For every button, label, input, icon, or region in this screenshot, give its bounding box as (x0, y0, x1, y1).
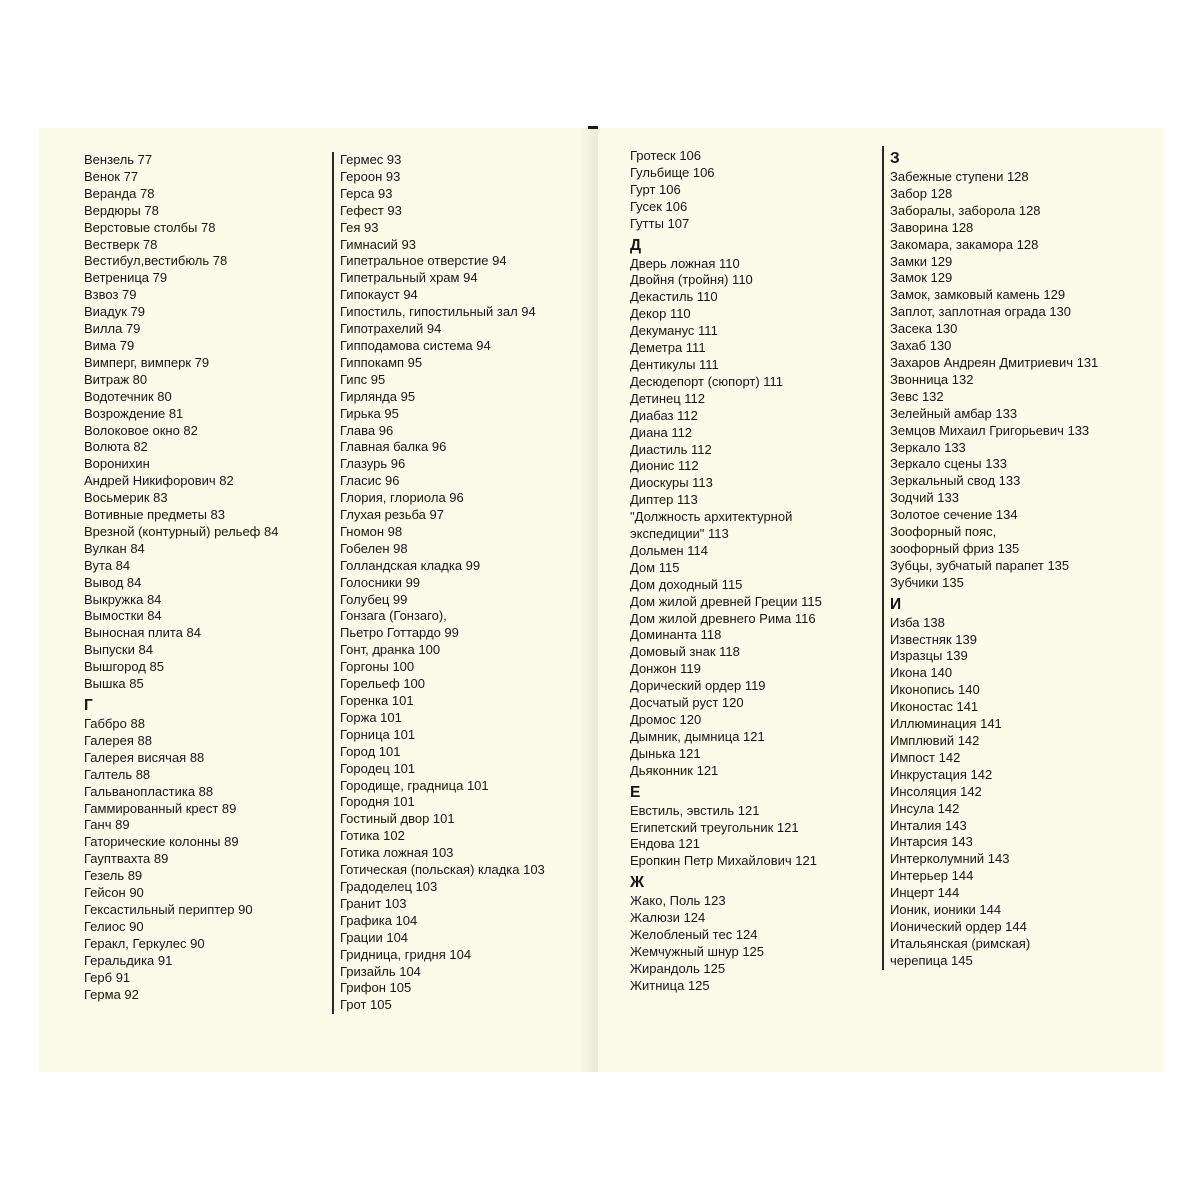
section-letter: Е (630, 783, 641, 801)
index-entry: Дьяконник 121 (630, 762, 719, 778)
index-entry: Диастиль 112 (630, 441, 712, 457)
index-entry: Пьетро Готтардо 99 (340, 625, 459, 641)
index-entry: Вестверк 78 (84, 236, 158, 252)
index-entry: Грот 105 (340, 997, 392, 1013)
index-entry: Звонница 132 (890, 371, 974, 387)
index-entry: Диоскуры 113 (630, 475, 713, 491)
index-entry: Замок, замковый камень 129 (890, 287, 1066, 303)
index-entry: Глава 96 (340, 422, 394, 438)
index-entry: Вышка 85 (84, 676, 144, 692)
index-entry: Жирандоль 125 (630, 960, 726, 976)
section-letter: З (890, 150, 900, 167)
index-entry: Вилла 79 (84, 321, 141, 337)
index-entry: Гефест 93 (340, 202, 402, 218)
index-entry: Выпуски 84 (84, 642, 153, 658)
index-entry: Гутты 107 (630, 215, 690, 231)
index-entry: Изразцы 139 (890, 648, 968, 664)
index-entry: Голубец 99 (340, 591, 408, 607)
index-entry: Гротеск 106 (630, 148, 702, 163)
index-entry: Десюдепорт (сюпорт) 111 (630, 373, 784, 389)
index-entry: Зевс 132 (890, 388, 944, 404)
index-entry: Гризайль 104 (340, 963, 421, 979)
index-entry: Глазурь 96 (340, 456, 406, 472)
index-entry: Известняк 139 (890, 631, 977, 647)
index-entry: Гипетральный храм 94 (340, 270, 478, 286)
index-entry: Закомара, закамора 128 (890, 236, 1039, 252)
index-entry: Главная балка 96 (340, 439, 447, 455)
index-entry: Ионический ордер 144 (890, 918, 1027, 934)
index-entry: Золотое сечение 134 (890, 507, 1018, 523)
index-entry: Вулкан 84 (84, 540, 145, 556)
index-entry: Венок 77 (84, 168, 139, 184)
index-entry: Гульбище 106 (630, 164, 715, 180)
index-entry: Вестибул,вестибюль 78 (84, 253, 228, 269)
right-page (598, 128, 1164, 1072)
index-entry: Интарсия 143 (890, 834, 973, 850)
index-entry: Гипостиль, гипостильный зал 94 (340, 304, 536, 320)
index-entry: Забежные ступени 128 (890, 169, 1029, 184)
index-entry: Горгоны 100 (340, 659, 415, 675)
index-entry: Гипс 95 (340, 371, 386, 387)
index-entry: Геральдика 91 (84, 952, 173, 968)
index-entry: Зеркало сцены 133 (890, 456, 1007, 472)
index-entry: Веранда 78 (84, 185, 155, 201)
index-entry: Дом жилой древнего Рима 116 (630, 610, 816, 626)
left-page (38, 128, 598, 1072)
index-entry: зоофорный фриз 135 (890, 540, 1020, 556)
index-entry: Еропкин Петр Михайлович 121 (630, 853, 817, 869)
section-letter: Г (84, 697, 93, 714)
index-entry: Градоделец 103 (340, 878, 438, 894)
index-entry: Глория, глориола 96 (340, 490, 464, 506)
index-entry: Жемчужный шнур 125 (630, 943, 765, 959)
index-entry: Захаб 130 (890, 338, 952, 354)
index-entry: Взвоз 79 (84, 287, 137, 303)
index-entry: Зубцы, зубчатый парапет 135 (890, 557, 1070, 573)
section-letter: И (890, 595, 902, 613)
index-entry: Гаммированный крест 89 (84, 800, 237, 816)
index-entry: Дымник, дымница 121 (630, 728, 765, 744)
index-entry: Гонзага (Гонзаго), (340, 608, 447, 624)
index-entry: Зоофорный пояс, (890, 524, 997, 540)
index-entry: Гипотрахелий 94 (340, 321, 442, 337)
index-entry: Восьмерик 83 (84, 490, 168, 506)
index-entry: Забор 128 (890, 185, 953, 201)
index-entry: Интерьер 144 (890, 868, 974, 884)
index-entry: Витраж 80 (84, 371, 148, 387)
index-entry: Городец 101 (340, 760, 416, 776)
index-entry: Декуманус 111 (630, 323, 718, 339)
index-entry: Иконостас 141 (890, 699, 979, 715)
index-entry: Гаторические колонны 89 (84, 834, 239, 850)
index-entry: Вимперг, вимперк 79 (84, 354, 210, 370)
index-entry: Готика 102 (340, 828, 405, 844)
index-entry: Диптер 113 (630, 492, 698, 508)
index-entry: Городище, градница 101 (340, 777, 489, 793)
index-entry: Готическая (польская) кладка 103 (340, 862, 545, 878)
index-entry: Детинец 112 (630, 390, 706, 406)
index-entry: Житница 125 (630, 977, 710, 993)
index-entry: Египетский треугольник 121 (630, 819, 799, 835)
index-entry: Дынька 121 (630, 745, 701, 761)
index-entry: Дромос 120 (630, 712, 702, 727)
index-entry: Герма 92 (84, 986, 139, 1002)
index-entry: Декастиль 110 (630, 289, 718, 305)
index-entry: Глухая резьба 97 (340, 507, 444, 523)
index-entry: Домовый знак 118 (630, 644, 740, 660)
index-entry: Гимнасий 93 (340, 236, 417, 252)
index-entry: Ионик, ионики 144 (890, 902, 1002, 918)
index-entry: Икона 140 (890, 665, 953, 681)
index-entry: Декор 110 (630, 306, 691, 322)
index-column-3 (630, 148, 822, 995)
index-entry: Волоковое окно 82 (84, 422, 198, 438)
index-entry: Грации 104 (340, 929, 409, 945)
index-entry: Итальянская (римская) (890, 935, 1031, 951)
index-entry: Верстовые столбы 78 (84, 219, 216, 235)
index-entry: Героон 93 (340, 168, 401, 184)
index-entry: Дверь ложная 110 (630, 255, 740, 271)
index-entry: Гирлянда 95 (340, 388, 416, 404)
index-entry: Жако, Поль 123 (630, 893, 726, 909)
index-entry: черепица 145 (890, 952, 973, 968)
index-entry: Дом жилой древней Греции 115 (630, 593, 822, 609)
index-entry: Волюта 82 (84, 439, 148, 455)
index-entry: Иллюминация 141 (890, 716, 1002, 732)
index-entry: Гермес 93 (340, 152, 402, 167)
index-entry: Гридница, гридня 104 (340, 946, 472, 962)
index-entry: Гея 93 (340, 219, 379, 235)
index-entry: Дом 115 (630, 559, 680, 575)
index-entry: Евстиль, эвстиль 121 (630, 802, 760, 818)
index-entry: Гномон 98 (340, 523, 403, 539)
index-entry: Инсоляция 142 (890, 783, 982, 799)
index-entry: Горенка 101 (340, 693, 414, 708)
index-entry: Дентикулы 111 (630, 356, 719, 372)
index-entry: Гостиный двор 101 (340, 811, 455, 827)
index-entry: Вензель 77 (84, 152, 153, 167)
index-entry: Галтель 88 (84, 766, 151, 782)
index-entry: Жалюзи 124 (630, 910, 706, 926)
index-entry: Грифон 105 (340, 980, 412, 996)
index-entry: Инкрустация 142 (890, 766, 993, 782)
index-entry: Врезной (контурный) рельеф 84 (84, 523, 279, 539)
index-entry: Вута 84 (84, 557, 131, 573)
index-entry: Вотивные предметы 83 (84, 507, 226, 523)
index-entry: Инсула 142 (890, 800, 960, 816)
index-entry: Вывод 84 (84, 574, 142, 590)
index-entry: Захаров Андреян Дмитриевич 131 (890, 354, 1099, 370)
index-entry: Гальванопластика 88 (84, 783, 214, 799)
index-entry: Гурт 106 (630, 181, 681, 197)
index-entry: Герса 93 (340, 185, 393, 201)
index-entry: экспедиции" 113 (630, 526, 729, 542)
section-letter: Д (630, 236, 642, 254)
index-entry: Водотечник 80 (84, 388, 172, 404)
index-entry: Гиппокамп 95 (340, 354, 423, 370)
index-entry: Диана 112 (630, 424, 693, 440)
index-entry: Вердюры 78 (84, 202, 159, 218)
index-entry: Деметра 111 (630, 340, 706, 356)
index-entry: Заворина 128 (890, 219, 974, 235)
index-entry: Интерколумний 143 (890, 851, 1010, 867)
index-entry: Зубчики 135 (890, 574, 964, 590)
index-entry: Выносная плита 84 (84, 625, 201, 641)
index-entry: Андрей Никифорович 82 (84, 473, 234, 489)
index-entry: Ендова 121 (630, 836, 700, 852)
page-mark (588, 126, 598, 129)
index-entry: Диабаз 112 (630, 407, 698, 423)
index-entry: Герб 91 (84, 969, 131, 985)
index-entry: "Должность архитектурной (630, 509, 793, 525)
index-entry: Гласис 96 (340, 473, 400, 489)
index-entry: Голосники 99 (340, 574, 421, 590)
index-entry: Гипокауст 94 (340, 287, 418, 303)
index-entry: Вима 79 (84, 337, 135, 353)
index-entry: Габбро 88 (84, 716, 145, 731)
index-entry: Замки 129 (890, 253, 953, 269)
index-entry: Импост 142 (890, 749, 961, 765)
index-entry: Доминанта 118 (630, 627, 722, 643)
index-entry: Воронихин (84, 456, 150, 472)
index-entry: Гусек 106 (630, 198, 688, 214)
index-entry: Дом доходный 115 (630, 576, 743, 592)
index-entry: Донжон 119 (630, 661, 701, 677)
index-entry: Зеркало 133 (890, 439, 966, 455)
index-entry: Земцов Михаил Григорьевич 133 (890, 422, 1090, 438)
index-entry: Гонт, дранка 100 (340, 642, 441, 658)
index-entry: Двойня (тройня) 110 (630, 272, 753, 288)
index-entry: Горница 101 (340, 726, 416, 742)
index-entry: Гейсон 90 (84, 885, 144, 901)
index-entry: Графика 104 (340, 912, 418, 928)
index-entry: Заплот, заплотная ограда 130 (890, 304, 1072, 320)
index-entry: Иконопись 140 (890, 682, 980, 698)
index-entry: Вымостки 84 (84, 608, 162, 624)
index-entry: Гранит 103 (340, 895, 407, 911)
index-entry: Возрождение 81 (84, 405, 184, 421)
index-entry: Дорический ордер 119 (630, 678, 766, 694)
index-column-1 (84, 152, 278, 1003)
index-entry: Ветреница 79 (84, 270, 168, 286)
section-letter: Ж (630, 874, 645, 892)
index-entry: Выкружка 84 (84, 591, 162, 607)
index-entry: Замок 129 (890, 270, 953, 286)
index-entry: Инцерт 144 (890, 885, 960, 901)
index-entry: Изба 138 (890, 614, 945, 630)
index-entry: Горельеф 100 (340, 676, 426, 692)
index-entry: Зеркальный свод 133 (890, 473, 1021, 489)
index-entry: Гексастильный периптер 90 (84, 901, 253, 917)
index-column-2 (332, 152, 545, 1014)
index-entry: Гирька 95 (340, 405, 399, 421)
index-entry: Гипподамова система 94 (340, 337, 491, 353)
index-entry: Дольмен 114 (630, 542, 708, 558)
index-entry: Зелейный амбар 133 (890, 405, 1018, 421)
index-entry: Гобелен 98 (340, 540, 408, 556)
index-entry: Галерея 88 (84, 732, 152, 748)
index-entry: Засека 130 (890, 321, 958, 337)
index-entry: Голландская кладка 99 (340, 557, 481, 573)
index-entry: Гипетральное отверстие 94 (340, 253, 507, 269)
index-entry: Гелиос 90 (84, 918, 144, 934)
index-entry: Заборалы, заборола 128 (890, 202, 1041, 218)
index-entry: Гезель 89 (84, 868, 143, 884)
index-entry: Дионис 112 (630, 458, 699, 474)
index-column-4 (882, 146, 1098, 970)
index-entry: Город 101 (340, 743, 401, 759)
index-entry: Виадук 79 (84, 304, 146, 320)
index-entry: Имплювий 142 (890, 733, 980, 748)
index-entry: Готика ложная 103 (340, 845, 454, 861)
index-entry: Городня 101 (340, 794, 415, 810)
index-entry: Геракл, Геркулес 90 (84, 935, 205, 951)
index-entry: Ганч 89 (84, 817, 130, 833)
index-entry: Досчатый руст 120 (630, 695, 744, 711)
index-entry: Желобленый тес 124 (630, 927, 758, 943)
index-entry: Вышгород 85 (84, 659, 164, 675)
index-entry: Галерея висячая 88 (84, 749, 205, 765)
index-entry: Зодчий 133 (890, 490, 959, 506)
index-entry: Гауптвахта 89 (84, 851, 169, 867)
index-entry: Инталия 143 (890, 817, 967, 833)
index-entry: Горжа 101 (340, 709, 402, 725)
